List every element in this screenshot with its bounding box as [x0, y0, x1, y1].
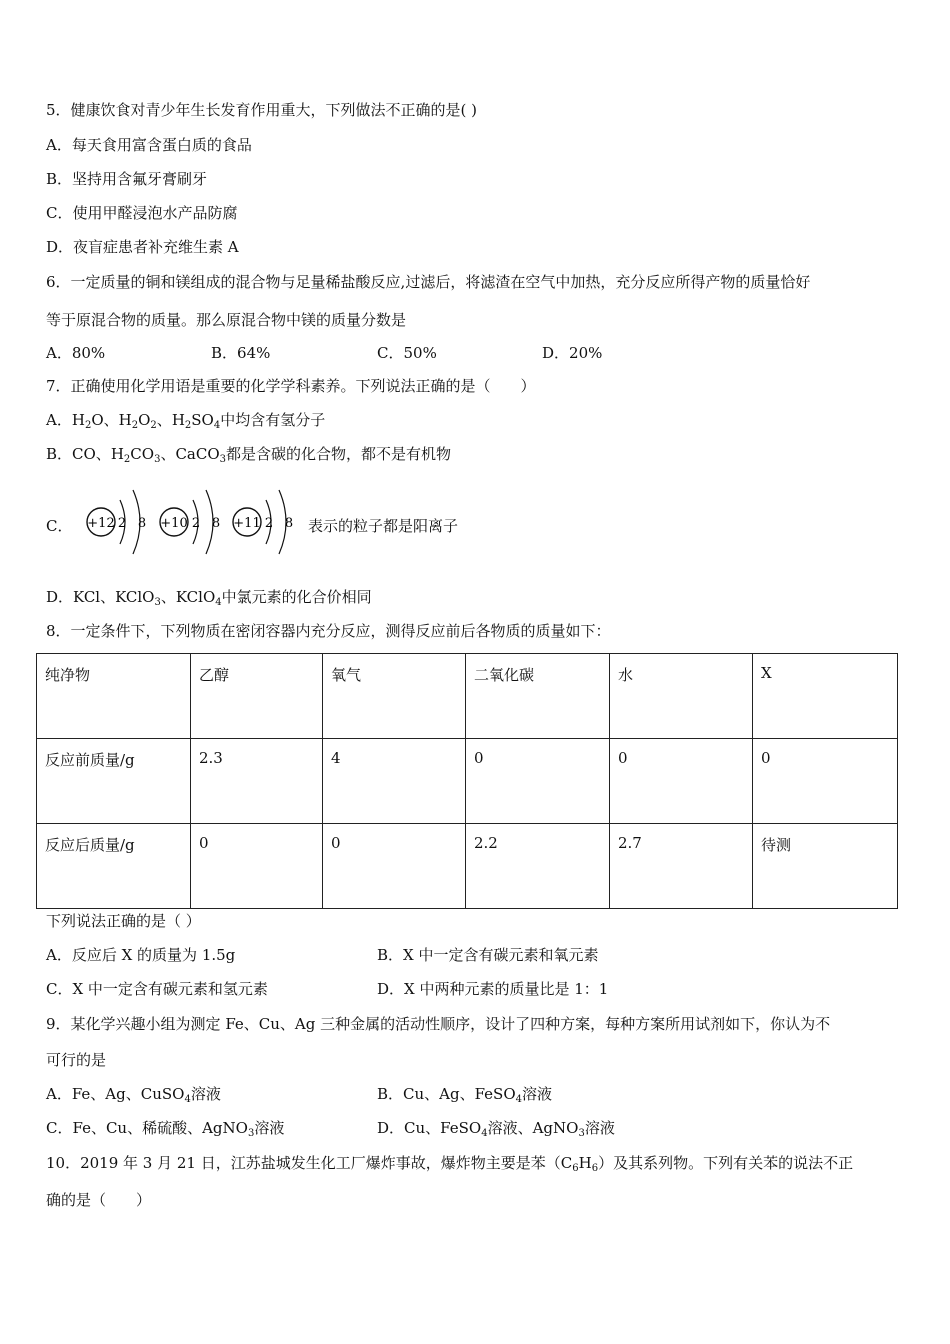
table-cell: 反应前质量/g — [37, 739, 191, 824]
table-cell: 0 — [466, 739, 610, 824]
table-row — [37, 824, 898, 909]
table-cell: 水 — [610, 654, 753, 739]
q5-option-c: C．使用甲醛浸泡水产品防腐 — [46, 204, 238, 222]
q6-option-d: D．20% — [542, 344, 603, 362]
formula-h2so4: $H_2SO_4$ — [171, 411, 221, 431]
q6-option-a: A．80% — [46, 344, 106, 362]
q6-option-b: B．64% — [211, 344, 271, 362]
q9-option-c: C．Fe、Cu、稀硫酸、AgNO$_3$溶液 — [46, 1119, 285, 1139]
q7-stem: 7．正确使用化学用语是重要的化学学科素养。下列说法正确的是（ ） — [46, 377, 536, 395]
table-cell: X — [753, 654, 898, 739]
table-cell: 纯净物 — [37, 654, 191, 739]
atom-structure-diagrams — [80, 482, 305, 562]
atom-diagram-ne — [160, 490, 220, 554]
shell-electrons: 2 — [191, 516, 201, 531]
table-cell: 4 — [323, 739, 466, 824]
q8-option-b: B．X 中一定含有碳元素和氧元素 — [377, 946, 599, 964]
table-cell: 二氧化碳 — [466, 654, 610, 739]
nucleus-charge: +10 — [160, 516, 188, 531]
table-cell: 0 — [610, 739, 753, 824]
q5-option-a: A．每天食用富含蛋白质的食品 — [46, 136, 252, 154]
q5-option-b: B．坚持用含氟牙膏刷牙 — [46, 170, 208, 188]
formula-caco3: CaCO$_3$ — [175, 445, 227, 465]
shell-electrons: 8 — [137, 516, 147, 531]
q5-stem: 5．健康饮食对青少年生长发育作用重大，下列做法不正确的是( ) — [46, 101, 478, 119]
q7-option-b: B．CO、$H_2CO_3$、CaCO$_3$都是含碳的化合物，都不是有机物 — [46, 445, 452, 465]
nucleus-charge: +11 — [233, 516, 261, 531]
q7-option-c-label: C． — [46, 517, 73, 535]
q9-stem-line2: 可行的是 — [46, 1051, 107, 1069]
table-cell: 2.2 — [466, 824, 610, 909]
shell-electrons: 8 — [284, 516, 294, 531]
table-cell: 2.7 — [610, 824, 753, 909]
q9-option-b: B．Cu、Ag、FeSO$_4$溶液 — [377, 1085, 553, 1105]
q9-option-d: D．Cu、FeSO$_4$溶液、AgNO$_3$溶液 — [377, 1119, 615, 1139]
shell-electrons: 2 — [117, 516, 127, 531]
mass-data-table — [36, 653, 898, 909]
table-cell: 反应后质量/g — [37, 824, 191, 909]
formula-h2o: $H_2O$ — [71, 411, 104, 431]
table-cell: 乙醇 — [191, 654, 323, 739]
q8-option-a: A．反应后 X 的质量为 1.5g — [46, 946, 236, 964]
q9-stem-line1: 9．某化学兴趣小组为测定 Fe、Cu、Ag 三种金属的活动性顺序，设计了四种方案，每种方案所用试剂如下，你认为不 — [46, 1015, 831, 1033]
q6-stem-line1: 6．一定质量的铜和镁组成的混合物与足量稀盐酸反应,过滤后，将滤渣在空气中加热，充分反应所得产物的质量恰好 — [46, 273, 811, 291]
formula-kclo3: KClO$_3$ — [115, 588, 161, 608]
q5-option-d: D．夜盲症患者补充维生素 A — [46, 238, 239, 256]
q7-option-c-text: 表示的粒子都是阳离子 — [308, 517, 459, 535]
table-cell: 待测 — [753, 824, 898, 909]
shell-electrons: 8 — [211, 516, 221, 531]
q6-option-c: C．50% — [377, 344, 437, 362]
shell-electrons: 2 — [264, 516, 274, 531]
q6-stem-line2: 等于原混合物的质量。那么原混合物中镁的质量分数是 — [46, 311, 407, 329]
q10-stem-line2: 确的是（ ） — [46, 1191, 152, 1209]
atom-diagram-mg — [87, 490, 146, 554]
atom-diagram-na — [233, 490, 293, 554]
table-row — [37, 654, 898, 739]
q8-stem: 8．一定条件下，下列物质在密闭容器内充分反应，测得反应前后各物质的质量如下： — [46, 622, 611, 640]
table-cell: 氧气 — [323, 654, 466, 739]
formula-h2co3: $H_2CO_3$ — [110, 445, 161, 465]
table-cell: 2.3 — [191, 739, 323, 824]
nucleus-charge: +12 — [87, 516, 115, 531]
table-row — [37, 739, 898, 824]
q7-option-a: A．$H_2O$、$H_2O_2$、$H_2SO_4$中均含有氢分子 — [46, 411, 326, 431]
q7-option-d: D．KCl、KClO$_3$、KClO$_4$中氯元素的化合价相同 — [46, 588, 372, 608]
formula-h2o2: $H_2O_2$ — [118, 411, 157, 431]
q9-option-a: A．Fe、Ag、CuSO$_4$溶液 — [46, 1085, 221, 1105]
formula-kclo4: KClO$_4$ — [175, 588, 222, 608]
q8-option-c: C．X 中一定含有碳元素和氢元素 — [46, 980, 268, 998]
q10-stem-line1: 10．2019 年 3 月 21 日，江苏盐城发生化工厂爆炸事故，爆炸物主要是苯$(C_6H_6)$及其系列物。下列有关苯的说法不正 — [46, 1154, 854, 1174]
table-cell: 0 — [323, 824, 466, 909]
q8-option-d: D．X 中两种元素的质量比是 1：1 — [377, 980, 609, 998]
table-cell: 0 — [191, 824, 323, 909]
q8-followup: 下列说法正确的是（ ） — [46, 912, 201, 930]
table-cell: 0 — [753, 739, 898, 824]
